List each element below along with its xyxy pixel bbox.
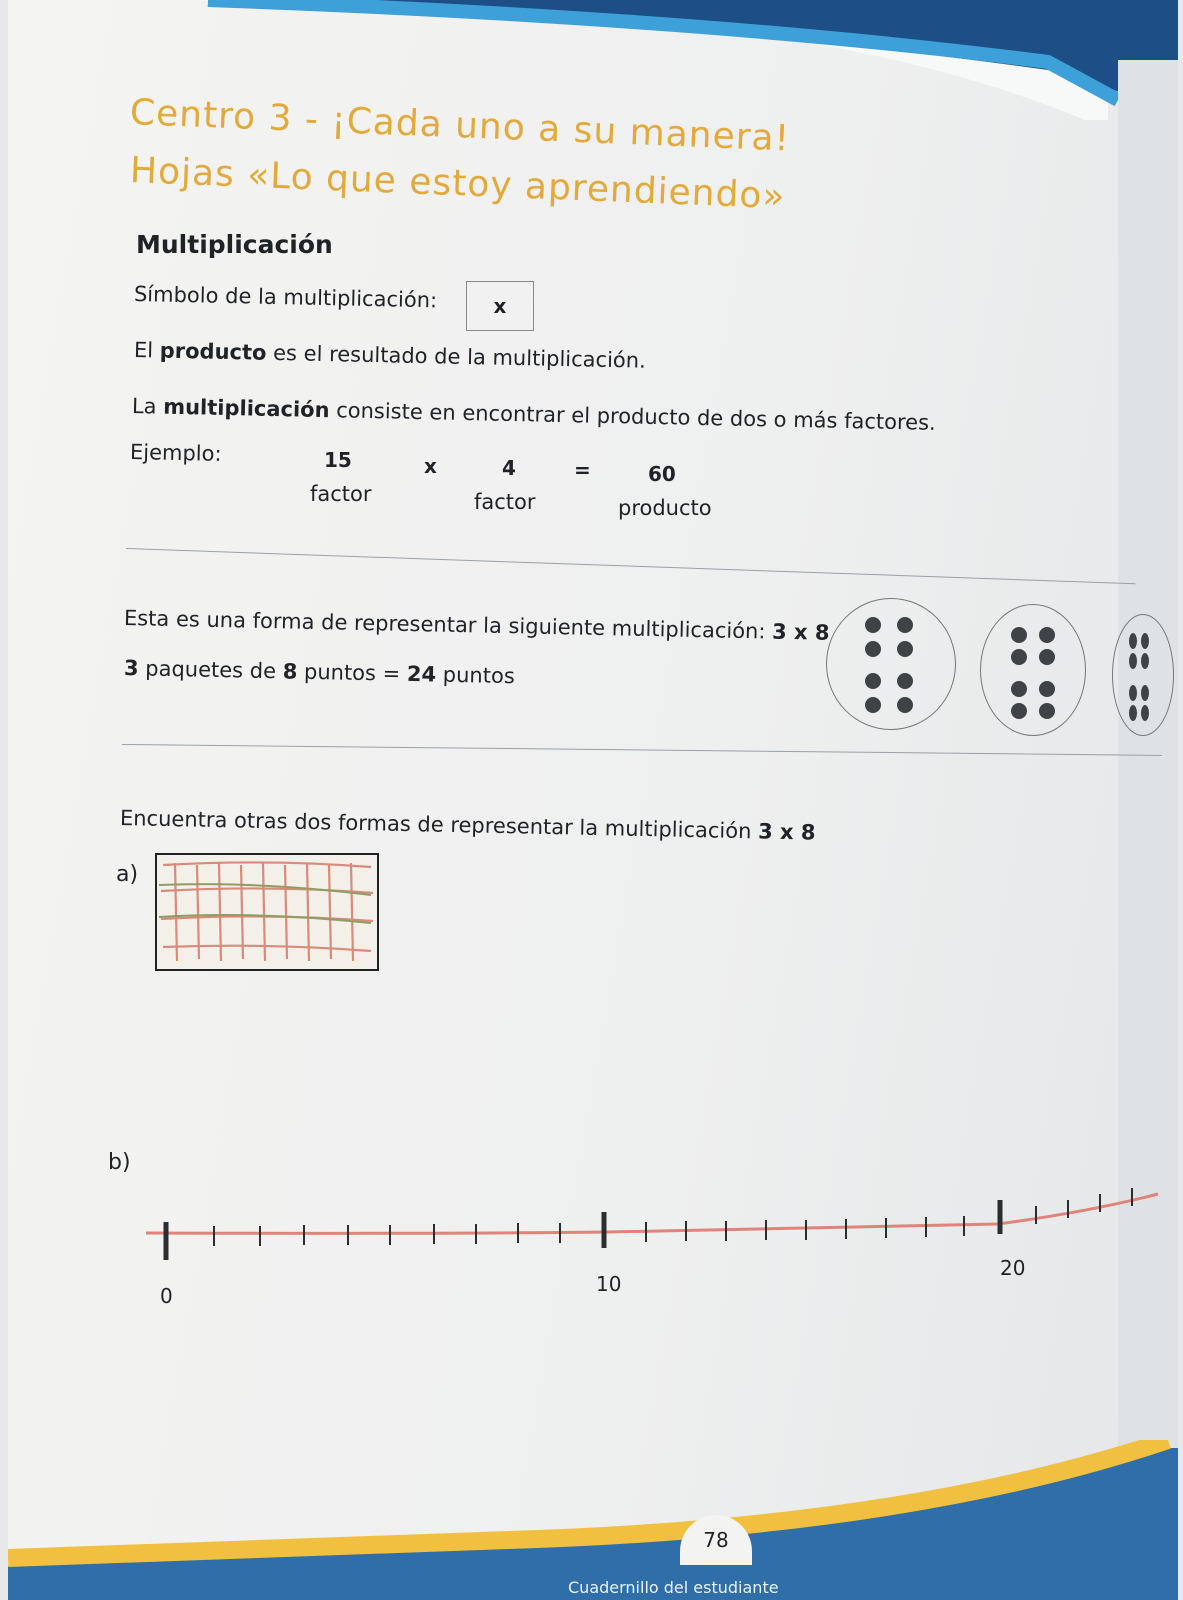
bottom-decorative-band (8, 1440, 1178, 1600)
definition-sentence (132, 394, 936, 435)
page-subtitle: Hojas «Lo que estoy aprendiendo» (129, 150, 787, 218)
dot (1141, 653, 1149, 669)
representation-expression: 3 x 8 (771, 619, 830, 645)
dots-per-packet: 8 (282, 659, 298, 684)
dot (1011, 681, 1027, 697)
packets-count: 3 (123, 656, 139, 681)
dot (1141, 685, 1149, 701)
dot (897, 617, 913, 633)
product-sentence-part: es el resultado de la multiplicación. (266, 340, 647, 373)
dot-group (1112, 614, 1174, 736)
right-page-edge (1118, 60, 1178, 1560)
representation-sentence (124, 606, 830, 645)
dot (1039, 649, 1055, 665)
task-instruction (120, 806, 816, 845)
page-title: Centro 3 - ¡Cada uno a su manera! (129, 92, 791, 160)
example-factor1-label: factor (310, 482, 372, 506)
part-a-label: a) (116, 862, 139, 887)
page-number: 78 (680, 1515, 752, 1565)
number-line-label: 0 (160, 1284, 173, 1308)
dot (1141, 705, 1149, 721)
drawing-grid-box (155, 853, 379, 971)
example-factor2: 4 (502, 456, 516, 480)
example-label: Ejemplo: (129, 440, 222, 466)
dot (1011, 703, 1027, 719)
symbol-label: Símbolo de la multiplicación: (133, 282, 438, 313)
dot (865, 617, 881, 633)
dot (897, 673, 913, 689)
symbol-answer-box: x (466, 281, 534, 331)
dot (865, 697, 881, 713)
dot-group (826, 598, 956, 730)
dot (1129, 653, 1137, 669)
product-sentence (134, 338, 646, 373)
dot (897, 697, 913, 713)
task-expression: 3 x 8 (757, 819, 816, 845)
definition-part: consiste en encontrar el producto de dos o más factores. (329, 398, 936, 435)
packets-text: paquetes de (138, 656, 283, 684)
packets-text: puntos = (297, 659, 408, 686)
dot (1011, 627, 1027, 643)
dot (1129, 633, 1137, 649)
dot (1039, 627, 1055, 643)
hand-drawn-grid (157, 855, 377, 969)
dot (865, 673, 881, 689)
example-equals-sign: = (574, 458, 591, 482)
dot (1129, 705, 1137, 721)
example-times-sign: x (424, 454, 437, 478)
total-dots: 24 (406, 661, 437, 687)
packets-text: puntos (435, 662, 516, 689)
dot (897, 641, 913, 657)
dot (1039, 703, 1055, 719)
example-product-label: producto (618, 496, 712, 520)
divider-line (122, 744, 1162, 756)
dot (1129, 685, 1137, 701)
example-product: 60 (648, 462, 676, 486)
workbook-page (8, 0, 1178, 1600)
multiplication-keyword: multiplicación (162, 394, 330, 423)
task-text: Encuentra otras dos formas de representar la multiplicación (119, 806, 752, 844)
example-factor2-label: factor (474, 490, 536, 514)
part-b-label: b) (108, 1150, 131, 1175)
product-keyword: producto (159, 338, 267, 365)
dot (1039, 681, 1055, 697)
definition-part: La (131, 394, 164, 419)
divider-line (126, 548, 1135, 584)
example-factor1: 15 (324, 448, 352, 472)
dot (1011, 649, 1027, 665)
dot-group (980, 604, 1086, 736)
representation-text: Esta es una forma de representar la siguiente multiplicación: (123, 606, 766, 644)
number-line-label: 10 (596, 1272, 622, 1296)
number-line (138, 1180, 1168, 1260)
dot (865, 641, 881, 657)
section-heading: Multiplicación (136, 230, 333, 259)
dot (1141, 633, 1149, 649)
footer-caption: Cuadernillo del estudiante (568, 1578, 779, 1597)
number-line-label: 20 (1000, 1256, 1026, 1280)
packets-sentence (124, 656, 515, 688)
product-sentence-part: El (133, 338, 161, 363)
